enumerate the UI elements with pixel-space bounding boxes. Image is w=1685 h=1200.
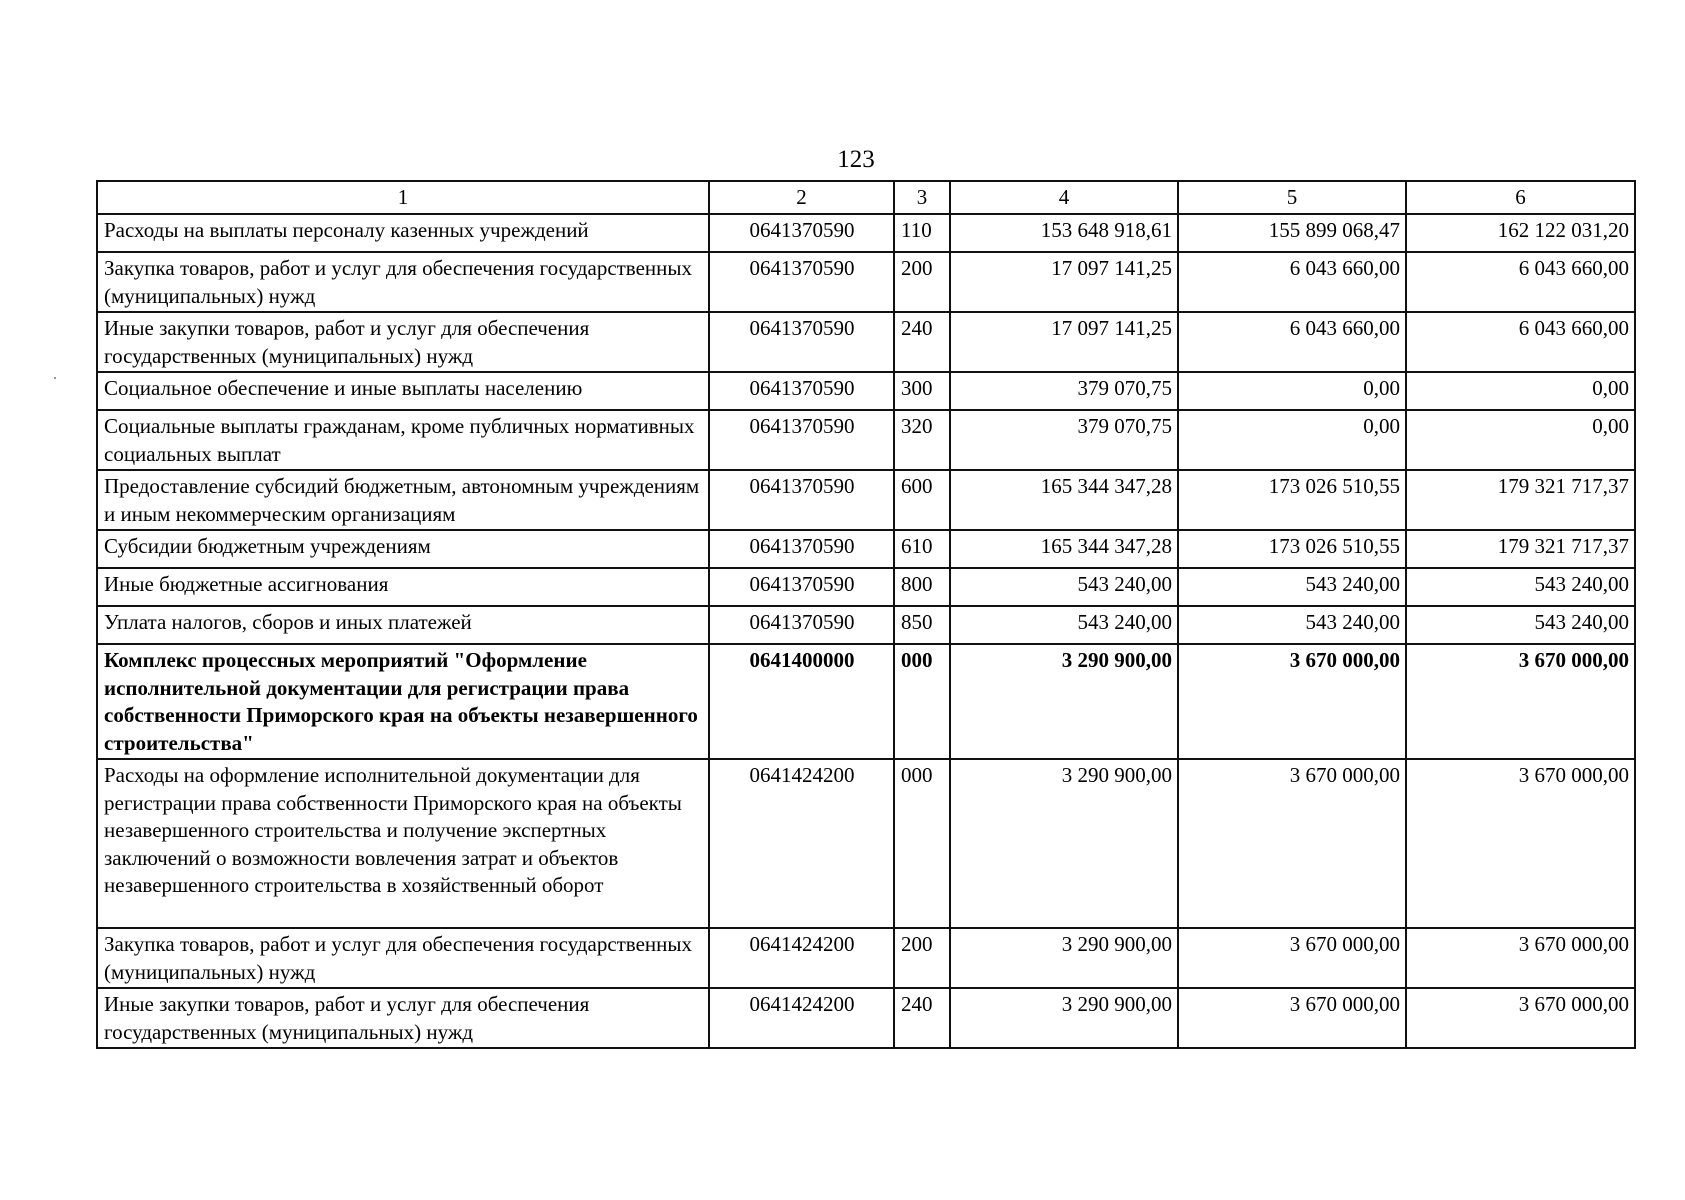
row-target-code: 0641400000: [709, 644, 894, 759]
row-value-col6: 3 670 000,00: [1406, 644, 1635, 759]
row-value-col4: 153 648 918,61: [950, 214, 1178, 252]
row-value-col4: 3 290 900,00: [950, 988, 1178, 1048]
row-value-col5: 155 899 068,47: [1178, 214, 1406, 252]
row-value-col6: 6 043 660,00: [1406, 252, 1635, 312]
row-name: Иные бюджетные ассигнования: [97, 568, 709, 606]
row-name: Социальное обеспечение и иные выплаты населению: [97, 372, 709, 410]
row-name: Комплекс процессных мероприятий "Оформление исполнительной документации для регистрации права собственности Приморского края на объекты незавершенного строительства": [97, 644, 709, 759]
row-target-code: 0641370590: [709, 568, 894, 606]
column-header-1: 1: [97, 181, 709, 214]
table-row: [97, 410, 1635, 470]
row-value-col6: 179 321 717,37: [1406, 530, 1635, 568]
row-value-col6: 6 043 660,00: [1406, 312, 1635, 372]
table-row: [97, 759, 1635, 928]
column-header-3: 3: [894, 181, 950, 214]
row-target-code: 0641424200: [709, 988, 894, 1048]
row-value-col5: 173 026 510,55: [1178, 530, 1406, 568]
row-value-col5: 6 043 660,00: [1178, 312, 1406, 372]
row-expense-type: 000: [894, 759, 950, 928]
row-value-col4: 3 290 900,00: [950, 644, 1178, 759]
page-number: 123: [837, 146, 875, 173]
table-row: [97, 470, 1635, 530]
row-name: Уплата налогов, сборов и иных платежей: [97, 606, 709, 644]
table-row: [97, 928, 1635, 988]
row-target-code: 0641370590: [709, 372, 894, 410]
row-value-col4: 3 290 900,00: [950, 759, 1178, 928]
row-target-code: 0641424200: [709, 759, 894, 928]
table-row: [97, 372, 1635, 410]
row-expense-type: 240: [894, 312, 950, 372]
row-value-col6: 3 670 000,00: [1406, 988, 1635, 1048]
row-value-col5: 3 670 000,00: [1178, 644, 1406, 759]
row-expense-type: 610: [894, 530, 950, 568]
row-value-col5: 3 670 000,00: [1178, 759, 1406, 928]
row-name: Расходы на выплаты персоналу казенных учреждений: [97, 214, 709, 252]
row-value-col4: 3 290 900,00: [950, 928, 1178, 988]
row-target-code: 0641370590: [709, 470, 894, 530]
row-value-col6: 3 670 000,00: [1406, 928, 1635, 988]
row-name: Расходы на оформление исполнительной документации для регистрации права собственности Приморского края на объекты незавершенного строительства и получение экспертных заключений о возможности вовлечения затрат и объектов незавершенного строительства в хозяйственный оборот: [97, 759, 709, 928]
row-value-col5: 543 240,00: [1178, 568, 1406, 606]
row-value-col6: 3 670 000,00: [1406, 759, 1635, 928]
row-value-col6: 0,00: [1406, 410, 1635, 470]
row-name: Иные закупки товаров, работ и услуг для обеспечения государственных (муниципальных) нужд: [97, 988, 709, 1048]
row-expense-type: 200: [894, 928, 950, 988]
row-expense-type: 800: [894, 568, 950, 606]
row-target-code: 0641370590: [709, 214, 894, 252]
row-value-col4: 165 344 347,28: [950, 470, 1178, 530]
table-header-row: [97, 181, 1635, 214]
table-row: [97, 568, 1635, 606]
table-row-section: [97, 644, 1635, 759]
row-value-col6: 543 240,00: [1406, 606, 1635, 644]
table-row: [97, 988, 1635, 1048]
row-name: Закупка товаров, работ и услуг для обеспечения государственных (муниципальных) нужд: [97, 928, 709, 988]
row-value-col4: 17 097 141,25: [950, 252, 1178, 312]
row-name: Предоставление субсидий бюджетным, автономным учреждениям и иным некоммерческим организациям: [97, 470, 709, 530]
row-value-col6: 0,00: [1406, 372, 1635, 410]
table-row: [97, 312, 1635, 372]
row-value-col4: 165 344 347,28: [950, 530, 1178, 568]
row-value-col4: 543 240,00: [950, 568, 1178, 606]
row-value-col6: 162 122 031,20: [1406, 214, 1635, 252]
row-value-col4: 379 070,75: [950, 372, 1178, 410]
scan-speck: [54, 377, 56, 379]
row-target-code: 0641370590: [709, 312, 894, 372]
column-header-5: 5: [1178, 181, 1406, 214]
row-expense-type: 200: [894, 252, 950, 312]
row-expense-type: 110: [894, 214, 950, 252]
table-row: [97, 214, 1635, 252]
row-value-col4: 543 240,00: [950, 606, 1178, 644]
row-expense-type: 240: [894, 988, 950, 1048]
row-value-col5: 3 670 000,00: [1178, 988, 1406, 1048]
row-value-col4: 379 070,75: [950, 410, 1178, 470]
row-target-code: 0641370590: [709, 606, 894, 644]
row-target-code: 0641370590: [709, 530, 894, 568]
row-name: Социальные выплаты гражданам, кроме публичных нормативных социальных выплат: [97, 410, 709, 470]
row-name: Закупка товаров, работ и услуг для обеспечения государственных (муниципальных) нужд: [97, 252, 709, 312]
row-target-code: 0641424200: [709, 928, 894, 988]
row-expense-type: 320: [894, 410, 950, 470]
table-row: [97, 252, 1635, 312]
row-expense-type: 000: [894, 644, 950, 759]
row-expense-type: 300: [894, 372, 950, 410]
row-name: Иные закупки товаров, работ и услуг для обеспечения государственных (муниципальных) нужд: [97, 312, 709, 372]
column-header-2: 2: [709, 181, 894, 214]
row-expense-type: 600: [894, 470, 950, 530]
table-row: [97, 606, 1635, 644]
row-value-col5: 0,00: [1178, 410, 1406, 470]
row-value-col5: 0,00: [1178, 372, 1406, 410]
row-value-col4: 17 097 141,25: [950, 312, 1178, 372]
row-value-col6: 543 240,00: [1406, 568, 1635, 606]
row-value-col5: 6 043 660,00: [1178, 252, 1406, 312]
column-header-4: 4: [950, 181, 1178, 214]
row-value-col5: 173 026 510,55: [1178, 470, 1406, 530]
row-target-code: 0641370590: [709, 410, 894, 470]
budget-table: [96, 180, 1636, 1049]
row-expense-type: 850: [894, 606, 950, 644]
row-name: Субсидии бюджетным учреждениям: [97, 530, 709, 568]
row-target-code: 0641370590: [709, 252, 894, 312]
row-value-col5: 3 670 000,00: [1178, 928, 1406, 988]
row-value-col5: 543 240,00: [1178, 606, 1406, 644]
row-value-col6: 179 321 717,37: [1406, 470, 1635, 530]
column-header-6: 6: [1406, 181, 1635, 214]
table-row: [97, 530, 1635, 568]
